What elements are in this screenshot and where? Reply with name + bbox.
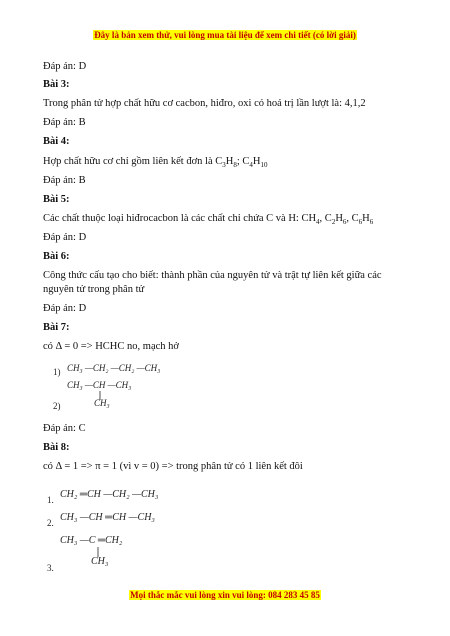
text-bai5: Các chất thuộc loại hiđrocacbon là các chất chỉ chứa C và H: $CH_4$, $C_2H_6$, $C_6H_6$ [43, 213, 374, 227]
text-bai3: Trong phân tử hợp chất hữu cơ cacbon, hiđro, oxi có hoá trị lần lượt là: 4,1,2 [43, 98, 366, 109]
structure-2-label-bai8: 2. [47, 518, 54, 528]
structure-3-label-bai8: 3. [47, 563, 54, 573]
heading-bai3: Bài 3: [43, 79, 70, 90]
contact-notice-banner: Mọi thắc mắc vui lòng xin vui lòng: 084 283 45 85 [130, 590, 320, 600]
structure-1-formula-bai7: CH₃ —CH₂ —CH₂ —CH₃ [67, 363, 161, 373]
structure-1-label-bai7: 1) [53, 367, 61, 377]
heading-bai6: Bài 6: [43, 251, 70, 262]
answer-line-bai3: Đáp án: B [43, 117, 86, 128]
text-bai6-line1: Công thức cấu tạo cho biết: thành phần của nguyên tử và trật tự liên kết giữa các [43, 270, 382, 281]
structure-2-label-bai7: 2) [53, 401, 61, 411]
heading-bai5: Bài 5: [43, 194, 70, 205]
answer-line-bai7: Đáp án: C [43, 423, 86, 434]
heading-bai4: Bài 4: [43, 136, 70, 147]
structure-3-formula-bai8: CH₃ —C ═CH₂ [60, 535, 123, 546]
answer-line-bai4: Đáp án: B [43, 175, 86, 186]
text-bai4: Hợp chất hữu cơ chỉ gồm liên kết đơn là $C_3H_8$; $C_4H_{10}$ [43, 156, 268, 170]
heading-bai8: Bài 8: [43, 442, 70, 453]
text-bai7: có Δ = 0 => HCHC no, mạch hở [43, 341, 179, 352]
preview-notice-banner: Đây là bản xem thử, vui lòng mua tài liệu để xem chi tiết (có lời giải) [94, 30, 356, 40]
answer-line-bai5: Đáp án: D [43, 232, 87, 243]
answer-line-bai2: Đáp án: D [43, 61, 87, 72]
structure-2-formula-bai8: CH₃ —CH ═CH —CH₃ [60, 512, 155, 523]
text-bai6-line2: nguyên tử trong phân tử [43, 284, 145, 295]
structure-2-branch-bai7: CH₃ [94, 398, 110, 408]
structure-2-formula-bai7: CH₃ —CH —CH₃ [67, 380, 132, 390]
structure-1-formula-bai8: CH₂ ═CH —CH₂ —CH₃ [60, 489, 159, 500]
heading-bai7: Bài 7: [43, 322, 70, 333]
answer-line-bai6: Đáp án: D [43, 303, 87, 314]
structure-3-branch-bai8: CH₃ [91, 556, 109, 567]
structure-1-label-bai8: 1. [47, 495, 54, 505]
text-bai8: có Δ = 1 => π = 1 (vì v = 0) => trong phân tử có 1 liên kết đôi [43, 461, 303, 472]
